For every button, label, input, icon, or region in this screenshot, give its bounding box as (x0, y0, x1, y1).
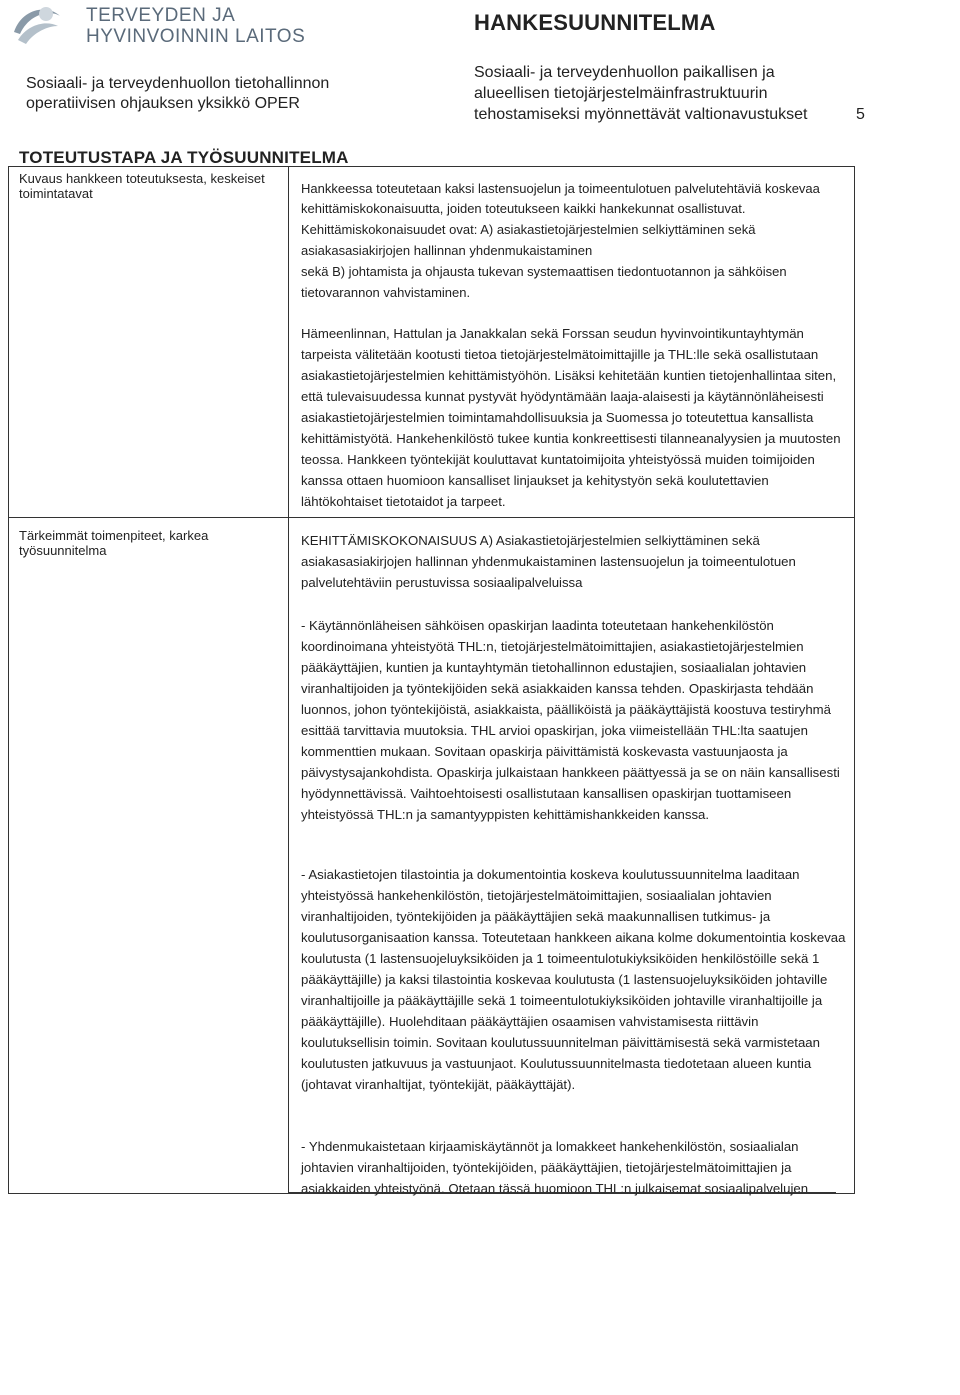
org-name-line1: TERVEYDEN JA (86, 5, 236, 26)
row-label-actions: Tärkeimmät toimenpiteet, karkea työsuunnitelma (19, 528, 209, 558)
column-divider (288, 166, 289, 1194)
actions-paragraph-3: - Asiakastietojen tilastointia ja dokumentointia koskeva koulutussuunnitelma laaditaan yhteistyössä hankehenkilöstön, tietojärjestelmätoimittajien, sosiaalialan johtavien viranhaltijoiden, työntekijöiden ja pääkäyttäjien sekä maakunnallisen tutkimus- ja koulutusorganisaation kanssa. Toteutetaan hankkeen aikana kolme dokumentointia koskevaa koulutusta (1 lastensuojeluyksiköiden ja 1 toimeentulotukiyksiköiden henkilöstöille sekä 1 pääkäyttäjille) ja kaksi tilastointia koskevaa koulutusta (1 lastensuojeluyksiköiden johtaville viranhaltijoille ja pääkäyttäjille sekä 1 toimeentulotukiyksiköiden johtaville viranhaltijoille ja pääkäyttäjille). Huolehditaan pääkäyttäjien osaamisen vahvistamisesta riittävin koulutuksellisin toimin. Sovitaan koulutussuunnitelman päivittämisestä sekä varmistetaan koulutusten jatkuvuus ja vastuunjaot. Koulutussuunnitelmasta tiedotetaan alueen kuntia (johtavat viranhaltijat, työntekijät, pääkäyttäjät). (301, 867, 846, 1092)
unit-name (26, 74, 329, 114)
thl-logo (8, 2, 68, 52)
unit-name-line1: Sosiaali- ja terveydenhuollon tietohallinnon (26, 75, 330, 92)
description-paragraph-3: Hämeenlinnan, Hattulan ja Janakkalan sekä Forssan seudun hyvinvointikuntayhtymän tarpeista välitetään kootusti tietoa tietojärjestelmätoimittajille ja THL:lle sekä osallistutaan asiakastietojärjestelmien kehittämistyöhön. Lisäksi kehitetään kuntien tietojenhallintaa siten, että tulevaisuudessa kunnat pystyvät hyödyntämään laaja-alaisesti ja käytännönläheisesti asiakastietojärjestelmien toimintamahdollisuuksia ja Suomessa jo toteutettua kansallista kehittämistyötä. Hankehenkilöstö tukee kuntia konkreettisesti tilanneanalyysien ja muutosten teossa. Hankkeen työntekijät kouluttavat kuntatoimijoita yhteistyössä muiden toimijoiden kanssa ottaen huomioon kansalliset linjaukset ja kehitystyön sekä koulutettavien lähtökohtaiset tietotaidot ja tarpeet. (301, 326, 841, 509)
document-subtitle-line1: Sosiaali- ja terveydenhuollon paikallisen ja (474, 64, 775, 81)
document-title: HANKESUUNNITELMA (474, 10, 716, 35)
description-paragraph-2 (301, 219, 849, 303)
section-title: TOTEUTUSTAPA JA TYÖSUUNNITELMA (19, 148, 349, 167)
description-paragraph-2b: sekä B) johtamista ja ohjausta tukevan systemaattisen tiedontuotannon ja sähköisen tietovarannon vahvistaminen. (301, 264, 787, 300)
document-subtitle-line3: tehostamiseksi myönnettävät valtionavustukset (474, 106, 808, 123)
document-subtitle (474, 62, 808, 125)
actions-paragraph-2: - Käytännönläheisen sähköisen opaskirjan laadinta toteutetaan hankehenkilöstön koordinoimana yhteistyötä THL:n, tietojärjestelmätoimittajien, asiakastietojärjestelmien pääkäyttäjien, kuntien ja kuntayhtymän tietohallinnon edustajien, sosiaalialan johtavien viranhaltijoiden ja työntekijöiden sekä asiakkaiden kanssa tehden. Opaskirjasta tehdään luonnos, johon työntekijöistä, asiakkaista, päälliköistä ja pääkäyttäjistä koostuva testiryhmä esittää tarvittavia muutoksia. THL arvioi opaskirjan, joka viimeistellään THL:lta saatujen kommenttien mukaan. Sovitaan opaskirja päivittämistä koskevasta vastuunjaosta ja päivystysajankohdista. Opaskirja julkaistaan hankkeen päättyessä ja se on näin kansallisesti hyödynnettävissä. Vaihtoehtoisesti osallistutaan kansallisen opaskirjan tuottamiseen yhteistyössä THL:n ja samantyyppisten kehittämishankkeiden kanssa. (301, 618, 840, 822)
unit-name-line2: operatiivisen ohjauksen yksikkö OPER (26, 95, 300, 112)
description-paragraph-2a: Kehittämiskokonaisuudet ovat: A) asiakastietojärjestelmien selkiyttäminen sekä asiakasasiakirjojen hallinnan yhdenmukaistaminen (301, 222, 756, 258)
text-underline (288, 1192, 836, 1193)
page-number: 5 (856, 106, 865, 123)
actions-paragraph-4: - Yhdenmukaistetaan kirjaamiskäytännöt ja lomakkeet hankehenkilöstön, sosiaalialan johtavien viranhaltijoiden, työntekijöiden, pääkäyttäjien, tietojärjestelmätoimittajien ja asiakkaiden yhteistyönä. Otetaan tässä huomioon THL:n julkaisemat sosiaalipalvelujen (301, 1139, 809, 1196)
org-name-line2: HYVINVOINNIN LAITOS (86, 26, 306, 47)
actions-paragraph-1: KEHITTÄMISKOKONAISUUS A) Asiakastietojärjestelmien selkiyttäminen sekä asiakasasiakirjojen hallinnan yhdenmukaistaminen lastensuojelun ja toimeentulotuen palvelutehtäviin perustuvissa sosiaalipalveluissa (301, 533, 796, 590)
description-paragraph-1: Hankkeessa toteutetaan kaksi lastensuojelun ja toimeentulotuen palvelutehtäviä koskevaa kehittämiskokonaisuutta, joiden toteutukseen kaikki hankekunnat osallistuvat. (301, 181, 820, 216)
row-label-description: Kuvaus hankkeen toteutuksesta, keskeiset toimintatavat (19, 171, 265, 201)
document-subtitle-line2: alueellisen tietojärjestelmäinfrastruktuurin (474, 85, 768, 102)
row-divider (8, 517, 855, 518)
